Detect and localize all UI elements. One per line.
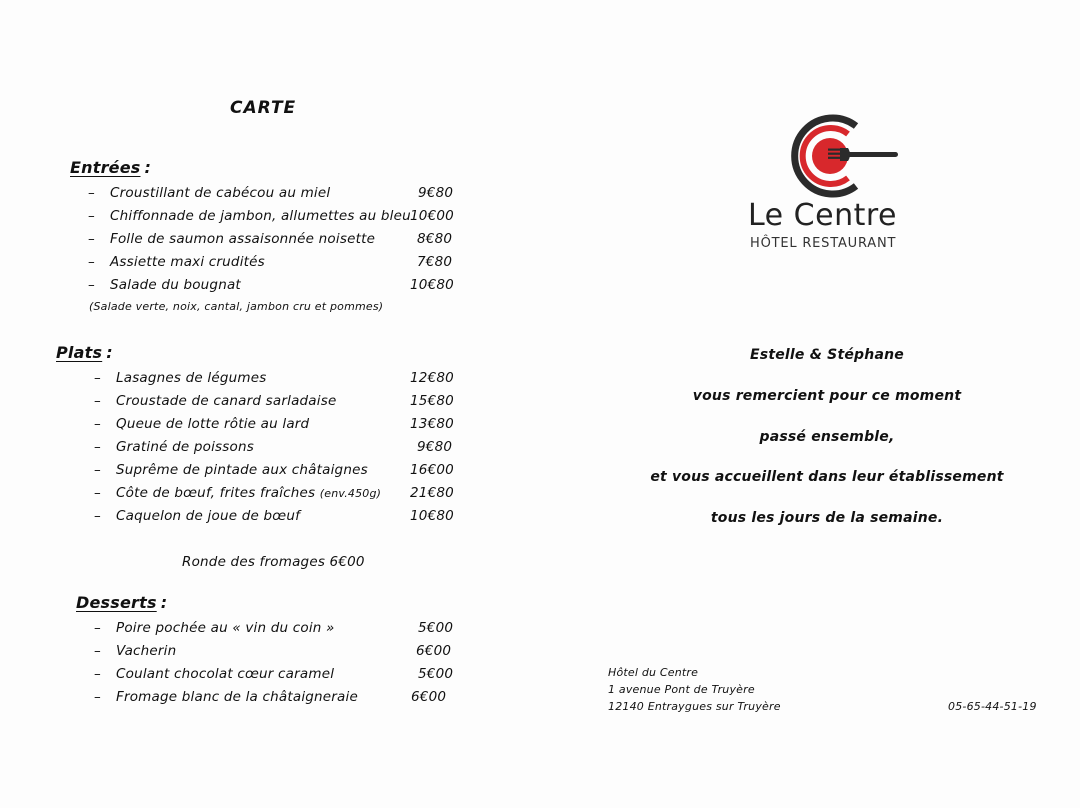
entree-note: (Salade verte, noix, cantal, jambon cru et pommes)	[89, 300, 384, 313]
dessert-item	[94, 666, 334, 686]
item-price: 21€80	[410, 485, 454, 501]
item-name: Salade du bougnat	[110, 277, 241, 293]
item-dash: –	[88, 185, 95, 201]
item-dash: –	[94, 620, 101, 636]
item-name: Queue de lotte rôtie au lard	[116, 416, 310, 432]
cheese-line: Ronde des fromages 6€00	[182, 554, 365, 570]
item-name: Fromage blanc de la châtaigneraie	[116, 689, 358, 705]
item-dash: –	[94, 666, 101, 682]
item-price: 8€80	[417, 231, 453, 247]
brand-name: Le Centre	[748, 198, 897, 233]
logo-fork-tine	[828, 157, 840, 159]
item-price: 9€80	[417, 439, 453, 455]
section-desserts-heading	[76, 593, 167, 612]
item-name: Caquelon de joue de bœuf	[116, 508, 301, 524]
item-price: 10€80	[410, 508, 454, 524]
section-plats-colon: :	[106, 343, 113, 362]
item-price: 10€80	[410, 277, 454, 293]
item-name-suffix: (env.450g)	[319, 487, 382, 500]
item-dash: –	[94, 439, 101, 455]
item-dash: –	[94, 643, 101, 659]
item-price: 7€80	[417, 254, 453, 270]
item-price: 16€00	[410, 462, 454, 478]
section-entrees-colon: :	[144, 158, 152, 177]
item-dash: –	[94, 393, 101, 409]
item-dash: –	[94, 462, 101, 478]
plat-item	[94, 485, 381, 505]
item-name: Suprême de pintade aux châtaignes	[116, 462, 368, 478]
section-desserts-colon: :	[160, 593, 168, 612]
logo-fork-handle	[846, 152, 898, 157]
item-price: 13€80	[410, 416, 454, 432]
item-price: 10€00	[410, 208, 454, 224]
message-line: tous les jours de la semaine.	[710, 510, 944, 526]
item-dash: –	[94, 370, 101, 386]
section-plats-label: Plats	[56, 343, 103, 362]
item-price: 5€00	[418, 666, 454, 682]
logo-fork-tine	[828, 149, 840, 151]
item-name: Coulant chocolat cœur caramel	[116, 666, 335, 682]
entree-item	[88, 231, 375, 251]
address-line: 1 avenue Pont de Truyère	[608, 683, 755, 696]
item-name: Chiffonnade de jambon, allumettes au bleu	[110, 208, 411, 224]
message-line: passé ensemble,	[759, 429, 895, 445]
item-name: Lasagnes de légumes	[116, 370, 267, 386]
entree-item	[88, 208, 411, 228]
message-line: vous remercient pour ce moment	[692, 388, 962, 404]
item-name: Croustillant de cabécou au miel	[110, 185, 331, 201]
item-dash: –	[88, 277, 95, 293]
item-dash: –	[94, 416, 101, 432]
logo-fork-tine	[828, 153, 840, 155]
entree-item	[88, 185, 330, 205]
item-dash: –	[88, 254, 95, 270]
section-plats-heading	[56, 343, 113, 362]
item-dash: –	[88, 231, 95, 247]
item-name: Poire pochée au « vin du coin »	[116, 620, 335, 636]
item-name: Côte de bœuf, frites fraîches	[116, 485, 316, 501]
footer-phone: 05-65-44-51-19	[948, 700, 1037, 713]
plat-item	[94, 439, 254, 459]
item-name: Vacherin	[116, 643, 177, 659]
plat-item	[94, 370, 267, 390]
section-desserts-label: Desserts	[76, 593, 157, 612]
plat-item	[94, 416, 309, 436]
item-price: 6€00	[411, 689, 447, 705]
item-name: Assiette maxi crudités	[110, 254, 265, 270]
item-dash: –	[94, 689, 101, 705]
address-line: Hôtel du Centre	[608, 666, 699, 679]
dessert-item	[94, 620, 335, 640]
item-dash: –	[94, 485, 101, 501]
logo-mark-icon	[748, 112, 908, 202]
logo-fork-head	[840, 148, 850, 161]
address-line: 12140 Entraygues sur Truyère	[608, 700, 781, 713]
item-name: Croustade de canard sarladaise	[116, 393, 337, 409]
section-entrees-heading	[70, 158, 151, 177]
item-price: 9€80	[418, 185, 454, 201]
dessert-item	[94, 643, 176, 663]
item-price: 6€00	[416, 643, 452, 659]
item-name: Gratiné de poissons	[116, 439, 254, 455]
entree-item	[88, 277, 241, 297]
item-price: 15€80	[410, 393, 454, 409]
plat-item	[94, 462, 368, 482]
menu-title: CARTE	[230, 98, 297, 118]
message-line: Estelle & Stéphane	[750, 347, 904, 363]
entree-item	[88, 254, 265, 274]
section-entrees-label: Entrées	[70, 158, 141, 177]
dessert-item	[94, 689, 358, 709]
item-dash: –	[88, 208, 95, 224]
footer-address	[608, 664, 781, 715]
brand-subtitle: HÔTEL RESTAURANT	[750, 236, 897, 251]
item-name: Folle de saumon assaisonnée noisette	[110, 231, 376, 247]
item-dash: –	[94, 508, 101, 524]
item-price: 12€80	[410, 370, 454, 386]
message-line: et vous accueillent dans leur établissement	[650, 469, 1004, 485]
plat-item	[94, 508, 300, 528]
plat-item	[94, 393, 336, 413]
item-price: 5€00	[418, 620, 454, 636]
